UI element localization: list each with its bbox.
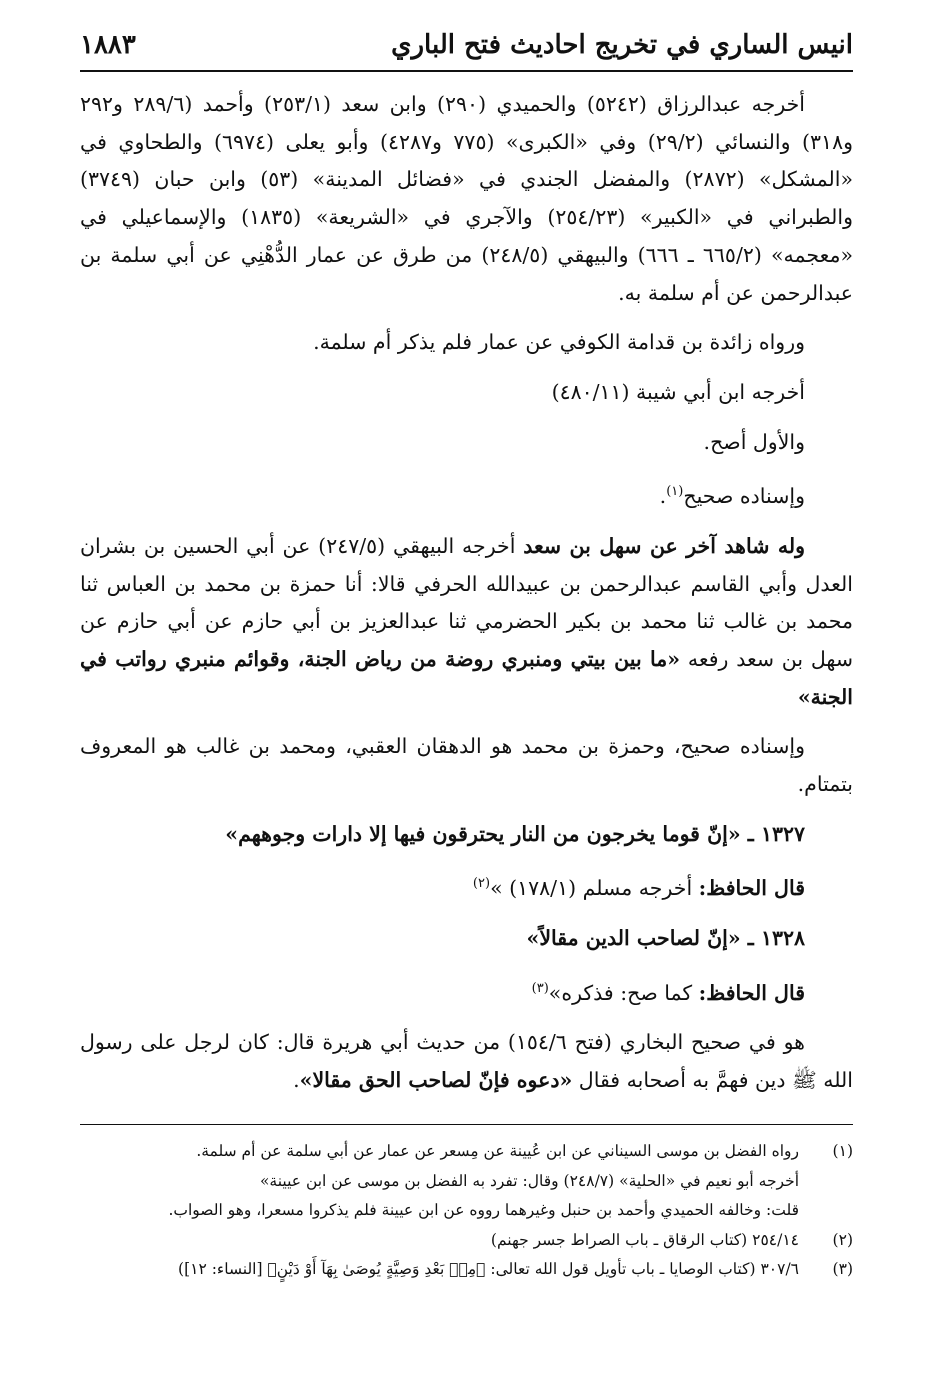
footnote-number: (٣) [832,1260,853,1278]
isnad-text: وإسناده صحيح [683,484,805,509]
footnote-1 [80,1137,853,1226]
hadith-1327: ١٣٢٧ ـ «إنّ قوما يخرجون من النار يحترقون فيها إلا دارات وجوههم» [225,821,805,846]
hadith-1328: ١٣٢٨ ـ «إنّ لصاحب الدين مقالاً» [526,926,805,951]
paragraph-bukhari [80,1024,853,1099]
footnote-ref-2[interactable]: (٢) [472,876,491,892]
page-header [80,26,853,72]
bukhari-quote: «دعوه فإنّ لصاحب الحق مقالا» [299,1067,573,1092]
footnote-ref-3[interactable]: (٣) [531,980,549,996]
hafiz-label: قال الحافظ: [698,876,805,901]
bukhari-text: هو في صحيح البخاري (فتح ١٥٤/٦) من حديث أبي هريرة قال: كان لرجل على رسول الله ﷺ دين فهمَّ به أصحابه فقال [80,1030,853,1092]
footnote-line: قلت: وخالفه الحميدي وأحمد بن حنبل وغيرهما رووه عن ابن عيينة فلم يذكروا مسعرا، وهو الصواب. [168,1201,799,1219]
hafiz-1327 [80,865,853,908]
paragraph-takhrij: أخرجه عبدالرزاق (٥٢٤٢) والحميدي (٢٩٠) وابن سعد (٢٥٣/١) وأحمد (٢٨٩/٦ و٢٩٢ و٣١٨) والنسائي (٢٩/٢) وفي «الكبرى» (٧٧٥ و٤٢٨٧) وأبو يعلى (٦٩٧٤) والطحاوي في «المشكل» (٢٨٧٢) والمفضل الجندي في «فضائل المدينة» (٥٣) وابن حبان (٣٧٤٩) والطبراني في «الكبير» (٢٥٤/٢٣) والآجري في «الشريعة» (١٨٣٥) والإسماعيلي في «معجمه» (٦٦٥/٢ ـ ٦٦٦) والبيهقي (٢٤٨/٥) من طرق عن عمار الدُّهْنِي عن أبي سلمة بن عبدالرحمن عن أم سلمة به. [80,92,854,305]
paragraph-awwal-asah: والأول أصح. [703,429,805,454]
bukhari-end: . [293,1067,300,1092]
footnote-2 [80,1226,853,1256]
hafiz-1328 [80,970,853,1013]
hadith-quote: «ما بين بيتي ومنبري روضة من رياض الجنة، وقوائم منبري رواتب في الجنة» [80,646,853,709]
footnote-line: ٣٠٧/٦ (كتاب الوصايا ـ باب تأويل قول الله تعالى: ﴿مِنۢ بَعْدِ وَصِيَّةٍ يُوصَىٰ بِهَآ أَوْ دَيْنٍ﴾ [النساء: ١٢]) [178,1260,799,1278]
hafiz-text: كما صح: فذكره» [548,980,699,1005]
footnote-line: أخرجه أبو نعيم في «الحلية» (٢٤٨/٧) وقال: تفرد به الفضل بن موسى عن ابن عيينة» [259,1171,799,1190]
footnote-line: ٢٥٤/١٤ (كتاب الرقاق ـ باب الصراط جسر جهنم) [490,1230,799,1249]
footnotes [80,1137,853,1285]
paragraph-riwaya: ورواه زائدة بن قدامة الكوفي عن عمار فلم يذكر أم سلمة. [313,330,805,355]
page-number: ١٨٨٣ [80,30,136,60]
paragraph-isnad [80,473,853,516]
book-title: انيس الساري في تخريج احاديث فتح الباري [391,30,853,60]
footnote-3 [80,1255,853,1285]
footnote-divider [80,1124,853,1125]
shahid-text: أخرجه البيهقي (٢٤٧/٥) عن أبي الحسين بن بشران العدل وأبي القاسم عبدالرحمن بن عبيدالله الحرفي قالا: أنا حمزة بن محمد بن العباس ثنا محمد بن غالب ثنا محمد بن بكير الحضرمي ثنا عبدالعزيز بن أبي حازم عن أبي حازم عن سهل بن سعد رفعه [80,533,854,671]
paragraph-shahid [80,528,853,717]
isnad-end: . [659,484,667,509]
footnote-line: رواه الفضل بن موسى السيناني عن ابن عُيينة عن مِسعر عن عمار عن أبي سلمة عن أم سلمة. [196,1142,799,1160]
footnote-ref-1[interactable]: (١) [666,484,684,500]
shahid-heading: وله شاهد آخر عن سهل بن سعد [523,533,805,558]
hafiz-label: قال الحافظ: [698,980,805,1005]
footnote-number: (١) [832,1142,853,1160]
footnote-number: (٢) [832,1230,853,1249]
main-text [80,86,853,1100]
paragraph-ibn-abi-shayba: أخرجه ابن أبي شيبة (٤٨٠/١١) [551,379,805,404]
hafiz-text: أخرجه مسلم (١٧٨/١) » [490,876,699,901]
paragraph-isnad-sahih: وإسناده صحيح، وحمزة بن محمد هو الدهقان العقبي، ومحمد بن غالب هو المعروف بتمتام. [80,734,853,797]
